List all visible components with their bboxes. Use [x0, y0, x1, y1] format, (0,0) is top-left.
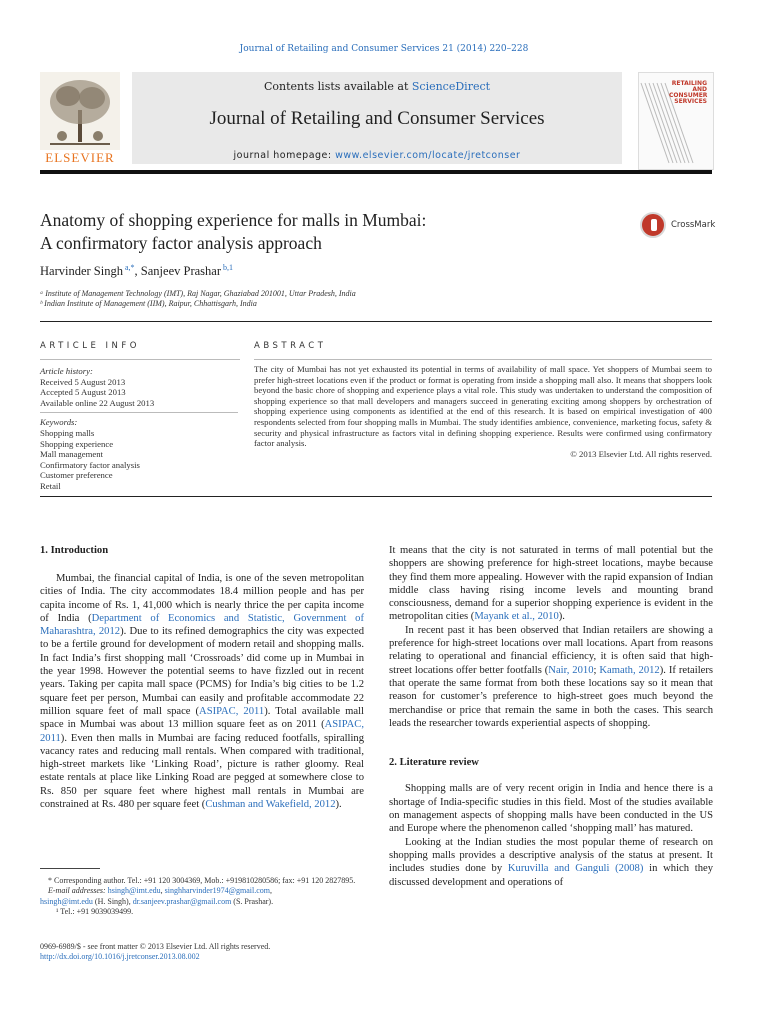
- authors: [40, 263, 233, 279]
- citation-link[interactable]: Kamath, 2012: [599, 664, 660, 676]
- citation-link[interactable]: Nair, 2010: [548, 664, 594, 676]
- keyword: Retail: [40, 480, 61, 491]
- keyword: Mall management: [40, 449, 103, 460]
- crossmark-icon: [640, 212, 666, 238]
- title-rule: [40, 321, 712, 322]
- crossmark-label: CrossMark: [671, 220, 716, 230]
- footnote-rule: [40, 868, 100, 869]
- journal-header-box: [132, 72, 622, 164]
- email-link[interactable]: dr.sanjeev.prashar@gmail.com: [132, 896, 232, 906]
- front-matter-copyright: 0969-6989/$ - see front matter © 2013 Elsevier Ltd. All rights reserved.: [40, 942, 271, 951]
- body-right-column: [389, 544, 713, 889]
- keyword: Shopping experience: [40, 438, 114, 449]
- doi-link[interactable]: http://dx.doi.org/10.1016/j.jretconser.2013.08.002: [40, 952, 200, 962]
- citation-link[interactable]: Department of Economics and Statistic, Government of Maharashtra, 2012: [40, 612, 364, 638]
- keyword: Customer preference: [40, 470, 113, 481]
- journal-reference[interactable]: Journal of Retailing and Consumer Services 21 (2014) 220–228: [239, 44, 529, 54]
- contents-line: [132, 80, 622, 93]
- body-left-column: [40, 572, 364, 811]
- section-heading-literature-review: 2. Literature review: [389, 757, 479, 769]
- abstract-text: [254, 364, 712, 459]
- homepage-link[interactable]: www.elsevier.com/locate/jretconser: [335, 150, 521, 161]
- header-rule: [40, 170, 712, 174]
- publisher-name: ELSEVIER: [45, 150, 115, 165]
- intro-paragraph: Mumbai, the financial capital of India, is one of the seven metropolitan cities of India. The city accommodates 18.4 million people and has per capita income of Rs. 1, 41,000 which is nearly thrice the per capita income of India (Department of Economics and Statistic, Government of Maharashtra, 2012). Due to its refined demographics the city was expected to be a fertile ground for development of modern retail and shopping malls. In fact India’s first shopping mall ‘Crossroads’ did come up in Mumbai in the year 1998. However the potential seems to have fizzled out in recent years. Taking per capita mall space (PCMS) for India’s big cities to be 1.2 square feet per person, Mumbai can easily and profitable accommodate 22 million square feet of mall space (ASIPAC, 2011). Total available mall space in Mumbai was about 13 million square feet as on 2011 (ASIPAC, 2011). Even then malls in Mumbai are facing reduced footfalls, spiralling vacancy rates and reducing mall rentals. When compared with traditional, high-street markets like ‘Linking Road’, picture is rather gloomy. Real estate rentals at place like Linking Road are pegged at somewhere close to Rs. 850 per square feet where highest mall rentals in Mumbai are constrained at Rs. 480 per square feet (Cushman and Wakefield, 2012).: [40, 573, 364, 811]
- front-matter: [40, 942, 364, 963]
- citation-link[interactable]: ASIPAC, 2011: [199, 705, 265, 717]
- contents-prefix: Contents lists available at: [263, 80, 412, 93]
- article-title-line1: Anatomy of shopping experience for malls in Mumbai:: [40, 210, 427, 230]
- email-note: E-mail addresses: hsingh@imt.edu, singhharvinder1974@gmail.com, hsingh@imt.edu (H. Singh), dr.sanjeev.prashar@gmail.com (S. Prashar).: [40, 886, 274, 906]
- author-separator: ,: [134, 264, 141, 279]
- accepted-date: Accepted 5 August 2013: [40, 387, 126, 398]
- abstract-copyright: © 2013 Elsevier Ltd. All rights reserved.: [570, 448, 712, 459]
- received-date: Received 5 August 2013: [40, 376, 126, 387]
- info-rule: [40, 359, 240, 360]
- journal-cover-thumbnail[interactable]: [638, 72, 714, 170]
- sciencedirect-link[interactable]: ScienceDirect: [411, 80, 491, 93]
- elsevier-tree-icon: [40, 72, 120, 150]
- footnotes: [40, 876, 364, 918]
- elsevier-logo: [40, 72, 120, 168]
- history-label: Article history:: [40, 366, 93, 376]
- email-link[interactable]: hsingh@imt.edu: [107, 886, 161, 896]
- article-info: [40, 366, 240, 492]
- affiliation-b: ᵇ Indian Institute of Management (IIM), Raipur, Chhattisgarh, India: [40, 299, 257, 308]
- citation-link[interactable]: ASIPAC, 2011: [40, 719, 364, 744]
- body-paragraph: Looking at the Indian studies the most popular theme of research on shopping malls provides a descriptive analysis of the status at present. It includes studies done by Kuruvilla and Ganguli (2008) in which they discussed development and operations of: [389, 836, 713, 888]
- article-title: [40, 209, 600, 255]
- affiliation-a: ᵃ Institute of Management Technology (IMT), Raj Nagar, Ghaziabad 201001, Uttar Pradesh, India: [40, 289, 356, 298]
- journal-homepage: [132, 150, 622, 161]
- email-link[interactable]: hsingh@imt.edu: [40, 896, 93, 906]
- crossmark-badge[interactable]: [640, 212, 730, 240]
- citation-link[interactable]: Kuruvilla and Ganguli (2008): [507, 863, 644, 875]
- body-paragraph: Shopping malls are of very recent origin in India and hence there is a shortage of India-specific studies in this field. Most of the studies available on management aspects of shopping malls have been conducted in the US and Europe where the phenomenon called ‘shopping mall’ has matured.: [389, 783, 713, 835]
- section-heading-introduction: 1. Introduction: [40, 545, 109, 556]
- info-separator: [40, 412, 238, 413]
- citation-link[interactable]: Cushman and Wakefield, 2012: [205, 799, 336, 811]
- keyword: Shopping malls: [40, 427, 95, 438]
- article-title-line2: A confirmatory factor analysis approach: [40, 233, 322, 253]
- corresponding-author-note: * Corresponding author. Tel.: +91 120 3004369, Mob.: +919810280586; fax: +91 120 2827895.: [48, 876, 356, 885]
- citation-link[interactable]: Mayank et al., 2010: [474, 611, 559, 623]
- journal-masthead: [40, 72, 712, 172]
- homepage-prefix: journal homepage:: [233, 150, 336, 161]
- telephone-note: ¹ Tel.: +91 9039039499.: [56, 907, 134, 917]
- author-singh[interactable]: Harvinder Singh: [40, 264, 123, 279]
- abstract-body: The city of Mumbai has not yet exhausted its potential in terms of availability of mall space. Yet shoppers of Mumbai seem to prefer high-street locations even if the product or format is operating from inside a shopping mall also. It means that shoppers look beyond the basic chore of shopping and experience plays a vital role. This study was undertaken to understand the composition of shopping experience so that mall developers and managers succeed in generating exciting among shoppers by orchestration of shopping experience using components as identified at the end of this research. It is based on empirical investigation of 400 respondents selected from four shopping malls in Mumbai. The study identifies ambience, convenience, marketing focus, safety & security and physical infrastructure as factors vital in defining shopping experience. Results were confirmed using confirmatory factor analysis.: [254, 364, 712, 449]
- email-link[interactable]: singhharvinder1974@gmail.com: [164, 886, 270, 896]
- cover-title: RETAILING AND CONSUMER SERVICES: [669, 80, 708, 105]
- abstract-heading: ABSTRACT: [254, 341, 327, 351]
- abstract-rule: [254, 359, 712, 360]
- online-date: Available online 22 August 2013: [40, 397, 155, 408]
- body-paragraph: In recent past it has been observed that Indian retailers are showing a preference for high-street locations over mall locations. Apart from reasons relating to operational and financial efficiency, it is often said that high-street locations offer better footfalls (Nair, 2010; Kamath, 2012). If retailers that operate the same format from both these locations say so it mean that reason for customer’s preference to high-street goes much beyond the merchandise or price that remain the same in both the cases. This search leads the researcher towards experiential aspects of shopping.: [389, 624, 713, 729]
- author-prashar[interactable]: Sanjeev Prashar: [140, 264, 221, 279]
- author-prashar-marks[interactable]: b,1: [220, 263, 233, 272]
- keywords-label: Keywords:: [40, 417, 78, 428]
- body-paragraph: It means that the city is not saturated in terms of mall potential but the shoppers are showing preference for high-street locations, maybe because they find them more appealing. However with the rapid expansion of Indian middle class having rising income levels and mounting brand consciousness, demand for a superior shopping experience is evident in the metropolitan cities (Mayank et al., 2010).: [389, 545, 713, 623]
- abstract-bottom-rule: [40, 496, 712, 497]
- author-singh-marks[interactable]: a,*: [122, 263, 135, 272]
- article-info-heading: ARTICLE INFO: [40, 341, 140, 351]
- journal-title: Journal of Retailing and Consumer Services: [209, 108, 545, 129]
- keyword: Confirmatory factor analysis: [40, 459, 140, 470]
